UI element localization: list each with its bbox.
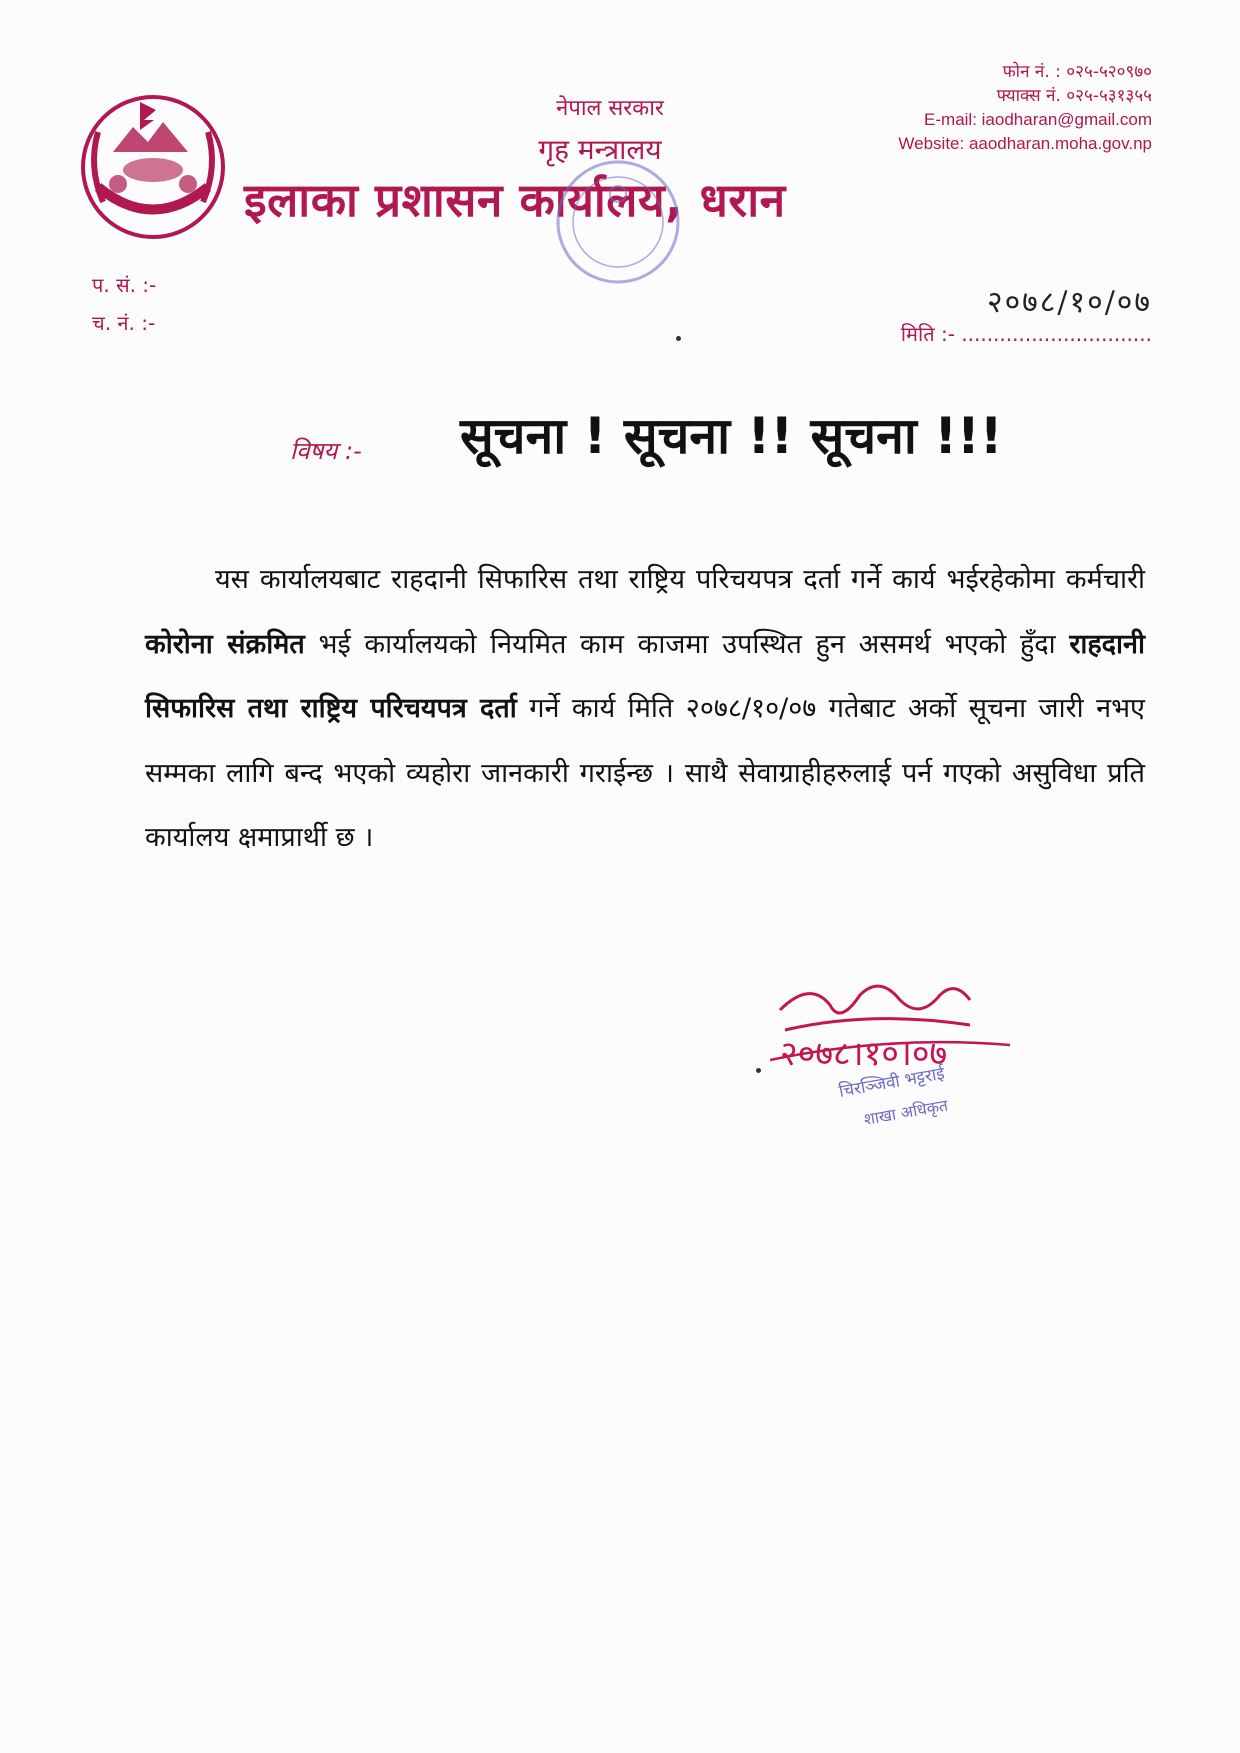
subject-row	[290, 400, 1150, 480]
office-title: इलाका प्रशासन कार्यालय, धरान	[244, 173, 786, 227]
signature-stamp-icon	[770, 975, 1040, 1150]
date-label: मिति :- ..............................	[900, 322, 1152, 346]
body-part-1: यस कार्यालयबाट राहदानी सिफारिस तथा राष्ट्रिय परिचयपत्र दर्ता गर्ने कार्य भईरहेकोमा कर्मचारी	[215, 564, 1145, 595]
contact-block	[898, 60, 1152, 156]
body-bold-2: राहदानी सिफारिस तथा राष्ट्रिय परिचयपत्र दर्ता	[145, 628, 1145, 724]
fax-number: फ्याक्स नं. ०२५-५३१३५५	[996, 86, 1152, 106]
phone-number: फोन नं. : ०२५-५२०९७०	[1002, 62, 1152, 82]
body-part-2: भई कार्यालयको नियमित काम काजमा उपस्थित हुन असमर्थ भएको हुँदा	[318, 628, 1056, 660]
ministry-name: गृह मन्त्रालय	[538, 133, 662, 166]
stamp-title: शाखा अधिकृत	[862, 1095, 950, 1129]
office-stamp-icon	[548, 152, 688, 292]
notice-body	[145, 548, 1145, 871]
subject-label: विषय :-	[290, 437, 362, 465]
letter-number-label: प. सं. :-	[92, 273, 157, 297]
signature-date: २०७८।१०।०७	[780, 1034, 948, 1074]
handwritten-date: २०७८/१०/०७	[986, 285, 1152, 320]
subject-heading: सूचना ! सूचना !! सूचना !!!	[460, 407, 1003, 465]
stamp-name: चिरञ्जिवी भट्टराई	[837, 1063, 947, 1102]
website-address: Website: aaodharan.moha.gov.np	[898, 134, 1152, 153]
scan-speck	[756, 1068, 761, 1073]
body-part-3: गर्ने कार्य मिति २०७८/१०/०७ गतेबाट अर्को सूचना जारी नभए सम्मका लागि बन्द भएको व्यहोरा जानकारी गराईन्छ । साथै सेवाग्राहीहरुलाई पर्न गएको असुविधा प्रति कार्यालय क्षमाप्रार्थी छ ।	[145, 693, 1145, 853]
date-block	[832, 280, 1152, 350]
dispatch-number-label: च. नं. :-	[92, 311, 156, 335]
reference-block	[92, 266, 156, 342]
body-bold-1: कोरोना संक्रमित	[145, 628, 305, 660]
scan-speck	[676, 336, 681, 341]
government-name: नेपाल सरकार	[556, 96, 664, 121]
email-address: E-mail: iaodharan@gmail.com	[924, 110, 1152, 129]
